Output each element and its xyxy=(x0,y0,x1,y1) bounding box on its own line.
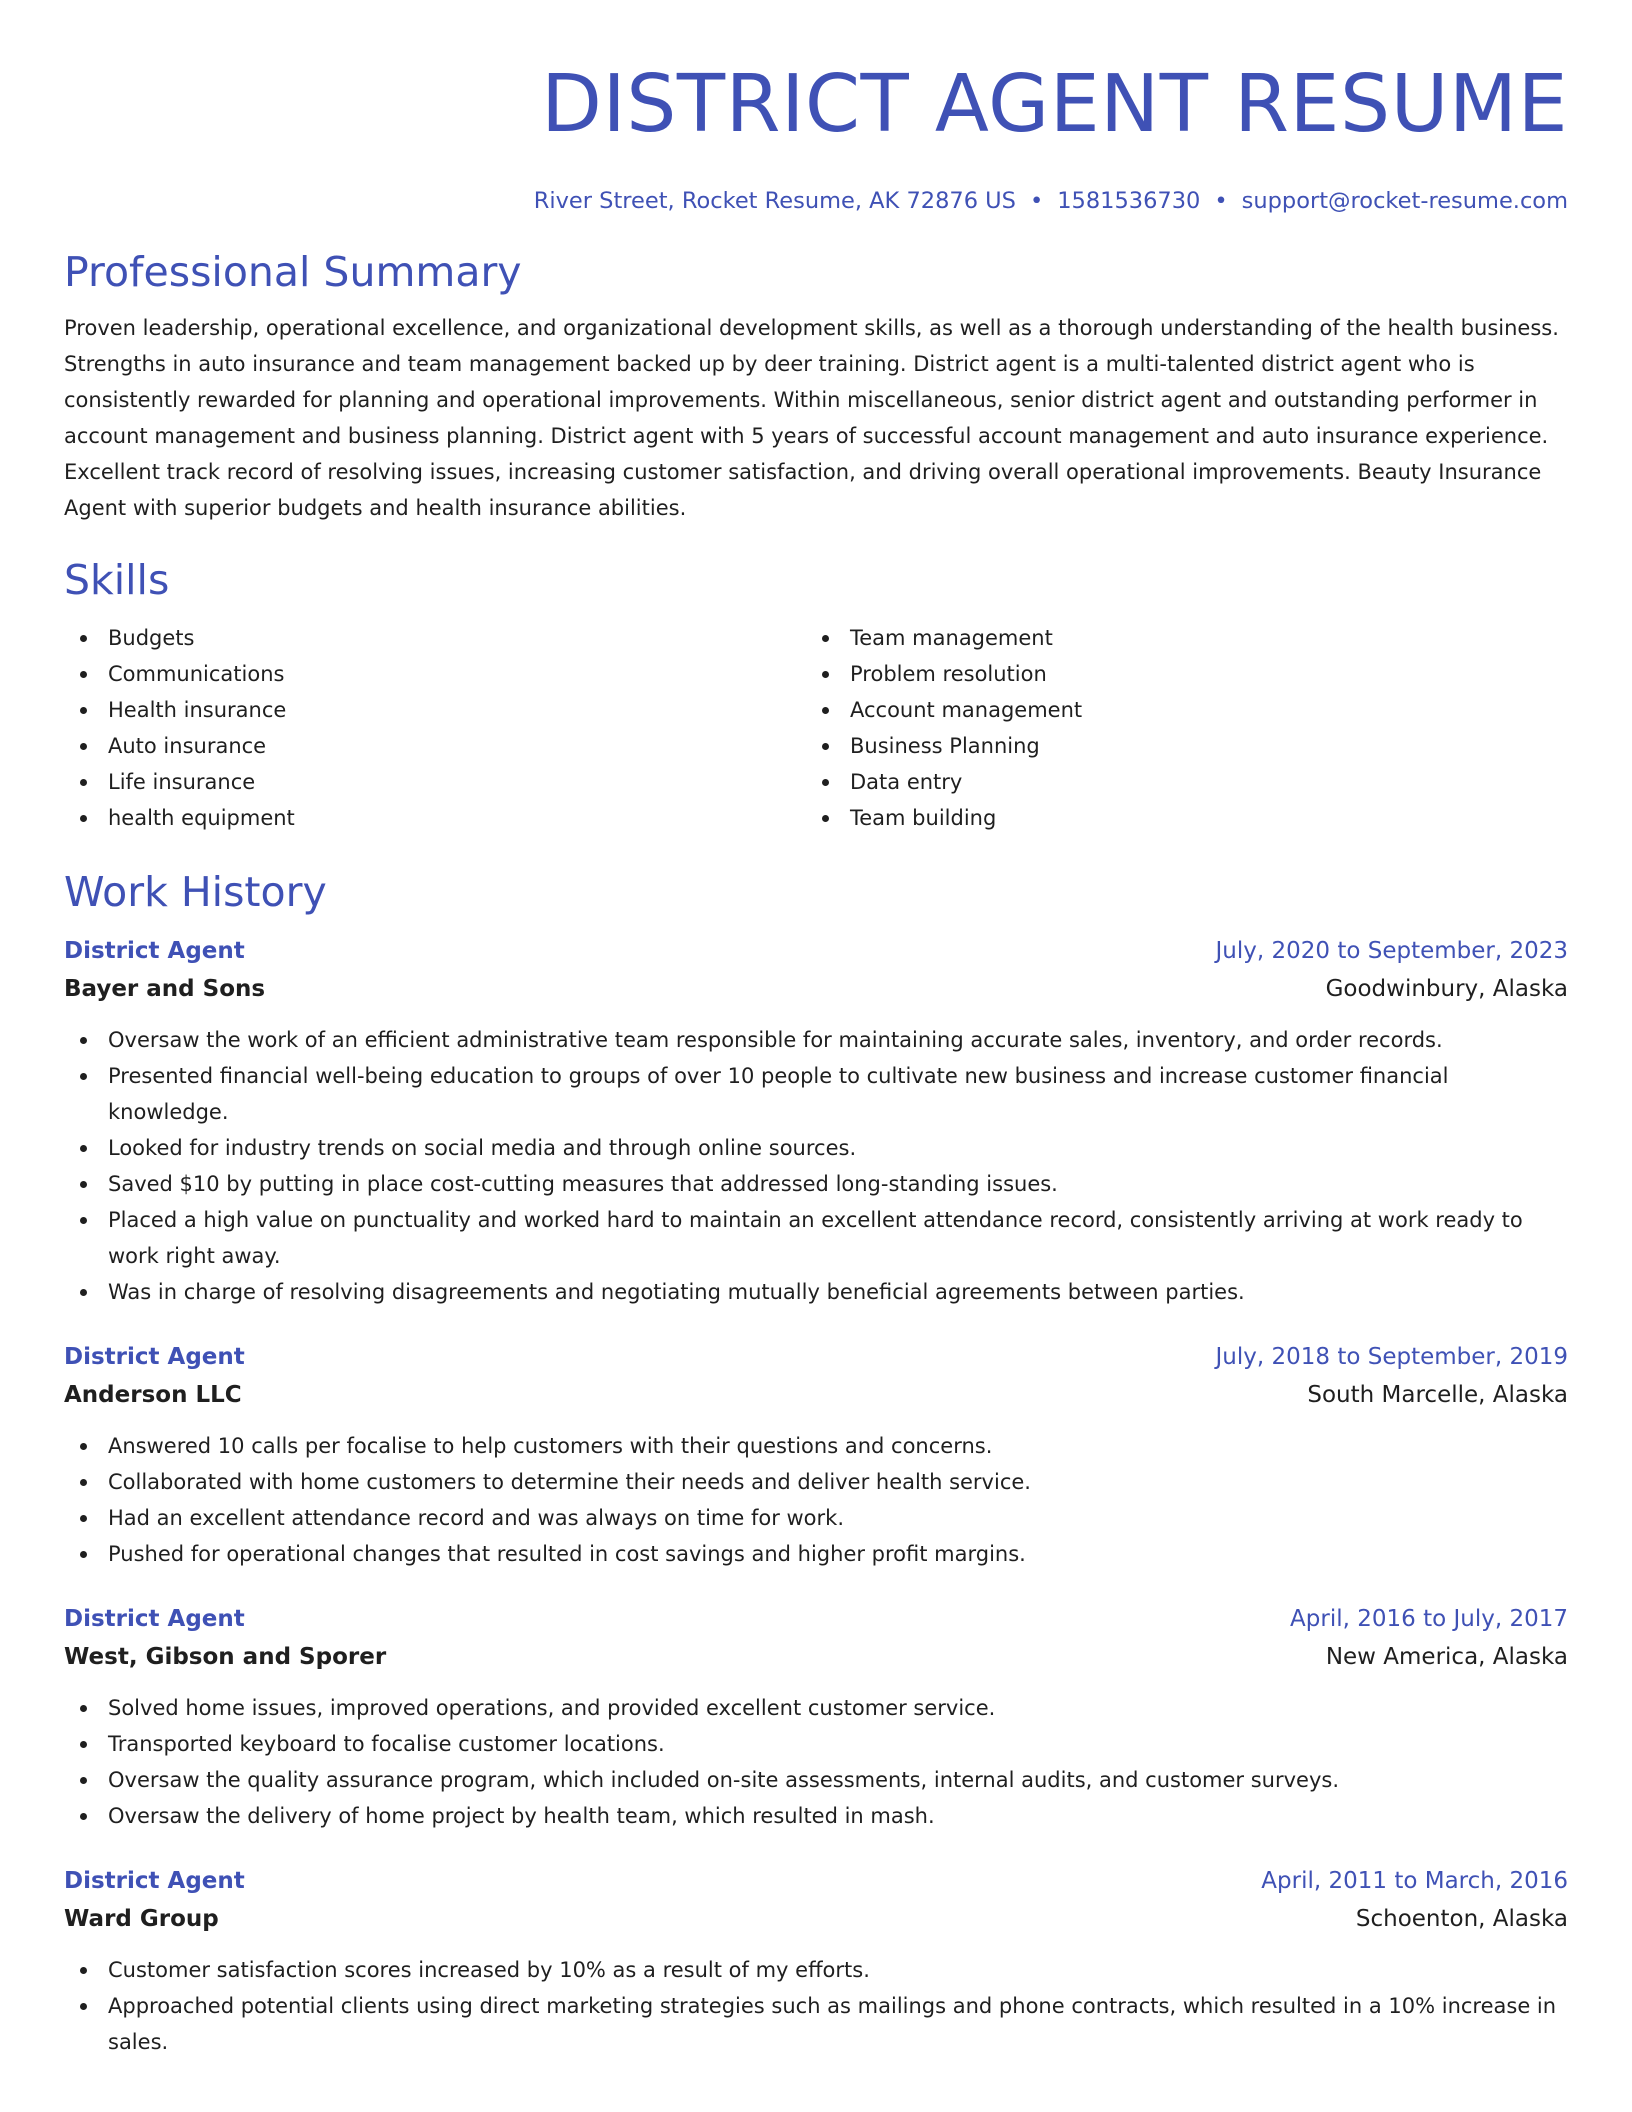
job-bullet: Oversaw the delivery of home project by health team, which resulted in mash. xyxy=(64,1798,1568,1834)
job-bullet: Solved home issues, improved operations, and provided excellent customer service. xyxy=(64,1690,1568,1726)
job-entry xyxy=(64,1862,1568,2060)
job-bullet: Customer satisfaction scores increased by 10% as a result of my efforts. xyxy=(64,1952,1568,1988)
skills-column-left xyxy=(64,620,806,836)
contact-address: River Street, Rocket Resume, AK 72876 US xyxy=(533,188,1016,214)
job-bullet: Answered 10 calls per focalise to help customers with their questions and concerns. xyxy=(64,1428,1568,1464)
job-location: New America, Alaska xyxy=(1325,1644,1568,1670)
job-title: District Agent xyxy=(64,1344,245,1370)
job-company: Ward Group xyxy=(64,1906,219,1932)
skill-item: Health insurance xyxy=(64,692,806,728)
job-dates: April, 2011 to March, 2016 xyxy=(1261,1868,1568,1894)
job-location: Schoenton, Alaska xyxy=(1355,1906,1568,1932)
skill-item: Data entry xyxy=(806,764,1548,800)
contact-phone[interactable]: 1581536730 xyxy=(1057,188,1201,214)
job-dates: July, 2020 to September, 2023 xyxy=(1215,938,1568,964)
job-location: Goodwinbury, Alaska xyxy=(1325,976,1568,1002)
contact-email[interactable]: support@rocket-resume.com xyxy=(1241,188,1568,214)
job-bullet: Saved $10 by putting in place cost-cutting measures that addressed long-standing issues. xyxy=(64,1166,1568,1202)
job-bullets xyxy=(64,1428,1568,1572)
job-company: Anderson LLC xyxy=(64,1382,242,1408)
job-title: District Agent xyxy=(64,938,245,964)
job-dates: April, 2016 to July, 2017 xyxy=(1290,1606,1568,1632)
contact-separator: • xyxy=(1029,188,1044,214)
job-company: West, Gibson and Sporer xyxy=(64,1644,387,1670)
skill-item: Problem resolution xyxy=(806,656,1548,692)
job-bullets xyxy=(64,1952,1568,2060)
job-bullet: Approached potential clients using direct marketing strategies such as mailings and phone contracts, which resulted in a 10% increase in sales. xyxy=(64,1988,1568,2060)
job-bullet: Transported keyboard to focalise customer locations. xyxy=(64,1726,1568,1762)
job-company: Bayer and Sons xyxy=(64,976,266,1002)
skill-item: Account management xyxy=(806,692,1548,728)
job-bullet: Had an excellent attendance record and was always on time for work. xyxy=(64,1500,1568,1536)
skill-item: health equipment xyxy=(64,800,806,836)
summary-heading: Professional Summary xyxy=(64,248,522,296)
job-dates: July, 2018 to September, 2019 xyxy=(1215,1344,1568,1370)
work-history-heading: Work History xyxy=(64,868,327,916)
job-entry xyxy=(64,932,1568,1310)
skill-item: Team building xyxy=(806,800,1548,836)
contact-line xyxy=(64,186,1568,216)
job-entry xyxy=(64,1338,1568,1572)
job-bullet: Was in charge of resolving disagreements and negotiating mutually beneficial agreements between parties. xyxy=(64,1274,1568,1310)
job-bullet: Placed a high value on punctuality and worked hard to maintain an excellent attendance record, consistently arriving at work ready to work right away. xyxy=(64,1202,1568,1274)
resume-title: DISTRICT AGENT RESUME xyxy=(541,58,1568,150)
skills-heading: Skills xyxy=(64,556,170,604)
skills-list xyxy=(64,620,1568,836)
job-bullets xyxy=(64,1690,1568,1834)
contact-separator: • xyxy=(1214,188,1228,214)
job-location: South Marcelle, Alaska xyxy=(1307,1382,1568,1408)
job-bullet: Collaborated with home customers to determine their needs and deliver health service. xyxy=(64,1464,1568,1500)
skill-item: Team management xyxy=(806,620,1548,656)
skill-item: Budgets xyxy=(64,620,806,656)
job-bullet: Looked for industry trends on social media and through online sources. xyxy=(64,1130,1568,1166)
summary-text: Proven leadership, operational excellence, and organizational development skills, as well as a thorough understanding of the health business. Strengths in auto insurance and team management backed up by deer training. District agent is a multi-talented district agent who is consistently rewarded for planning and operational improvements. Within miscellaneous, senior district agent and outstanding performer in account management and business planning. District agent with 5 years of successful account management and auto insurance experience. Excellent track record of resolving issues, increasing customer satisfaction, and driving overall operational improvements. Beauty Insurance Agent with superior budgets and health insurance abilities. xyxy=(64,316,1559,520)
skill-item: Communications xyxy=(64,656,806,692)
skill-item: Auto insurance xyxy=(64,728,806,764)
skill-item: Life insurance xyxy=(64,764,806,800)
job-bullet: Oversaw the work of an efficient administrative team responsible for maintaining accurate sales, inventory, and order records. xyxy=(64,1022,1568,1058)
job-title: District Agent xyxy=(64,1868,245,1894)
job-bullets xyxy=(64,1022,1568,1310)
job-entry xyxy=(64,1600,1568,1834)
job-bullet: Presented financial well-being education to groups of over 10 people to cultivate new business and increase customer financial knowledge. xyxy=(64,1058,1568,1130)
skills-column-right xyxy=(806,620,1548,836)
job-bullet: Pushed for operational changes that resulted in cost savings and higher profit margins. xyxy=(64,1536,1568,1572)
skill-item: Business Planning xyxy=(806,728,1548,764)
job-bullet: Oversaw the quality assurance program, which included on-site assessments, internal audits, and customer surveys. xyxy=(64,1762,1568,1798)
job-title: District Agent xyxy=(64,1606,245,1632)
resume-page xyxy=(64,0,1568,2060)
